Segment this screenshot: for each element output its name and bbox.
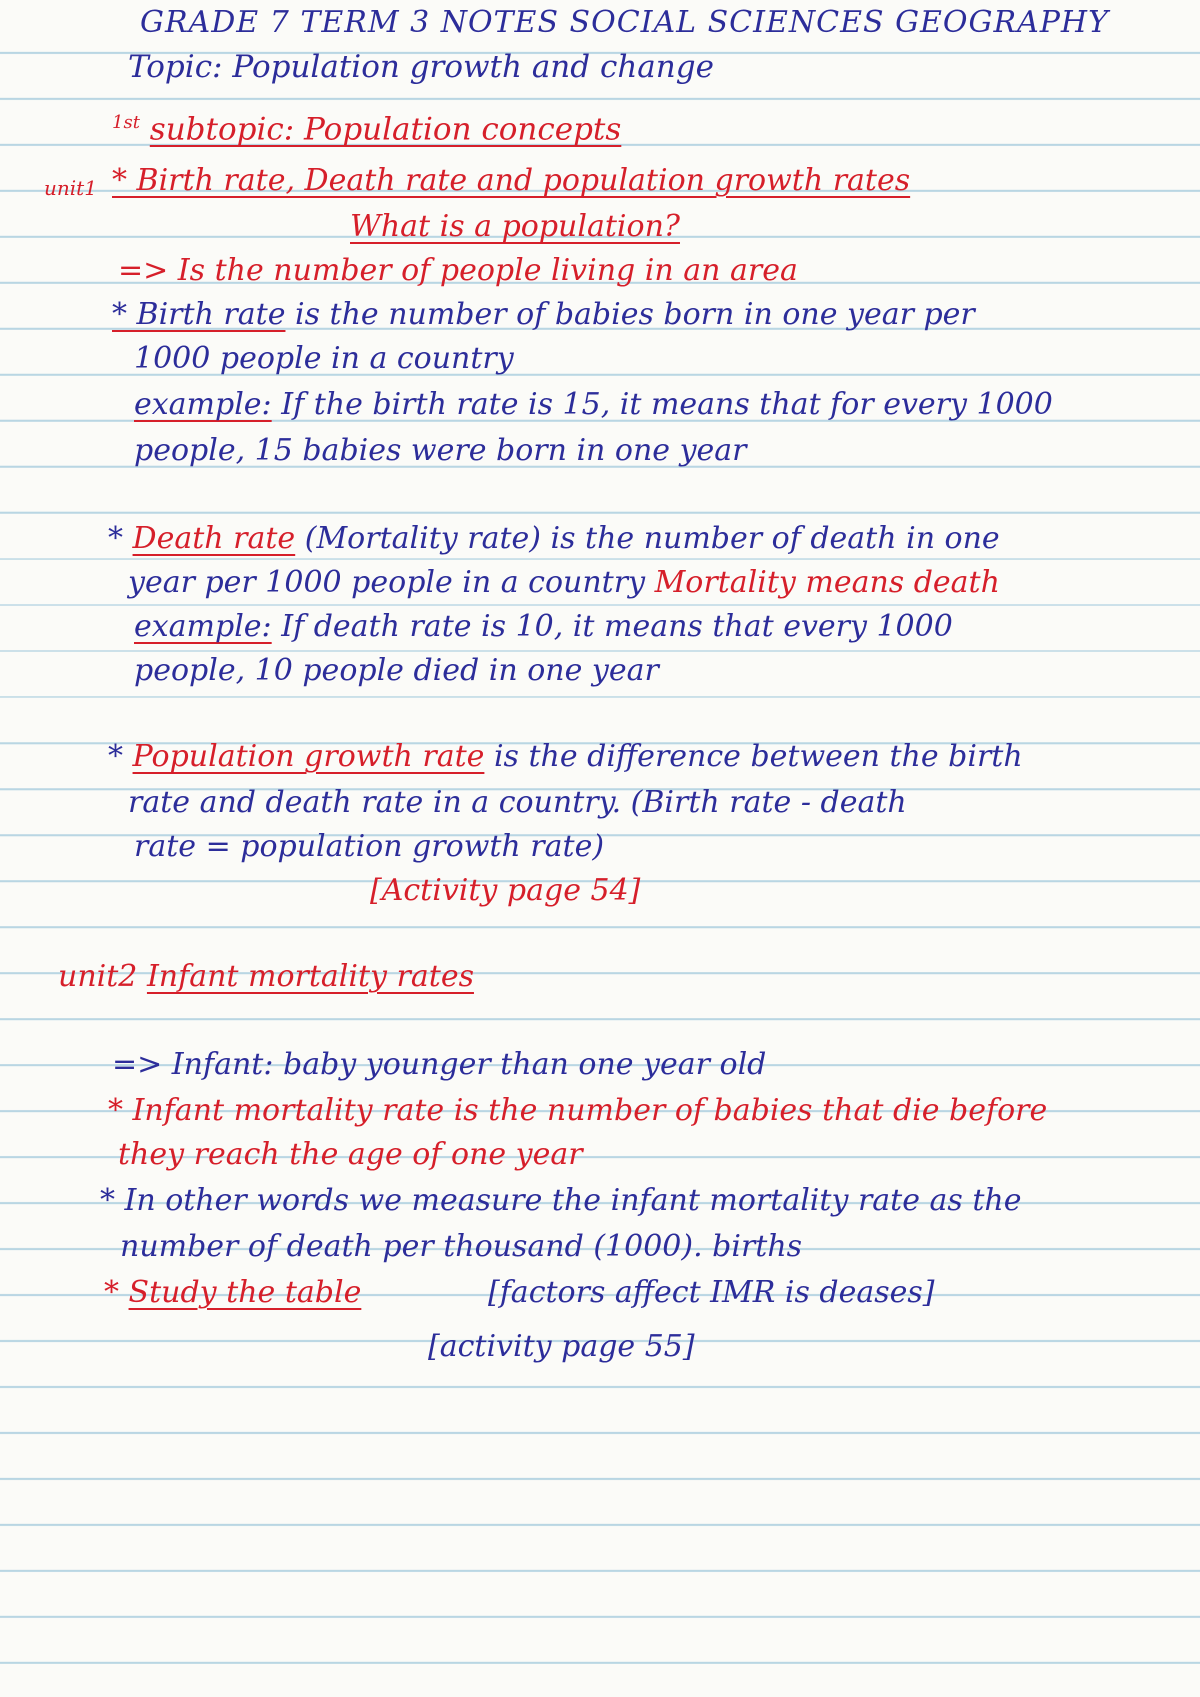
birth-rate-line-1 xyxy=(112,297,975,332)
unit2-heading: Infant mortality rates xyxy=(146,959,474,994)
birth-example-label: example: xyxy=(134,387,272,422)
birth-example-text-1: If the birth rate is 15, it means that for every 1000 xyxy=(281,387,1053,422)
birth-rate-def-2: 1000 people in a country xyxy=(134,341,514,376)
study-star: * xyxy=(104,1275,119,1310)
unit1-activity: [Activity page 54] xyxy=(370,873,641,908)
unit1-marker: unit1 xyxy=(44,176,97,200)
growth-term: Population growth rate xyxy=(132,739,485,774)
population-answer: => Is the number of people living in an area xyxy=(118,253,798,288)
death-example-text-1: If death rate is 10, it means that every 1000 xyxy=(281,609,953,644)
factors-note: [factors affect IMR is deases] xyxy=(488,1275,935,1310)
unit2-marker: unit2 xyxy=(58,959,138,994)
population-question: What is a population? xyxy=(350,209,680,244)
topic-line: Topic: Population growth and change xyxy=(128,49,714,85)
page-title: GRADE 7 TERM 3 NOTES SOCIAL SCIENCES GEOGRAPHY xyxy=(140,5,1109,40)
growth-def-1: is the difference between the birth xyxy=(493,739,1023,774)
imr-definition-2: they reach the age of one year xyxy=(118,1137,583,1172)
imr-definition-1: * Infant mortality rate is the number of babies that die before xyxy=(108,1093,1048,1128)
mortality-note: Mortality means death xyxy=(654,565,1000,600)
growth-def-3: rate = population growth rate) xyxy=(134,829,605,864)
death-example-text-2: people, 10 people died in one year xyxy=(134,653,659,688)
birth-rate-term: * Birth rate xyxy=(112,297,286,332)
death-rate-star: * xyxy=(108,521,123,556)
death-rate-line-2 xyxy=(128,565,1000,600)
study-table-line xyxy=(104,1275,362,1310)
death-rate-def-1: (Mortality rate) is the number of death in one xyxy=(304,521,1000,556)
study-table-label: Study the table xyxy=(128,1275,362,1310)
subtopic-label: subtopic: Population concepts xyxy=(149,111,622,148)
death-rate-def-2: year per 1000 people in a country xyxy=(128,565,646,600)
growth-star: * xyxy=(108,739,123,774)
growth-line-1 xyxy=(108,739,1023,774)
unit2-activity: [activity page 55] xyxy=(428,1329,695,1364)
death-example-line-1 xyxy=(134,609,953,644)
birth-example-line-1 xyxy=(134,387,1053,422)
subtopic-heading xyxy=(112,111,622,148)
other-words-1: * In other words we measure the infant mortality rate as the xyxy=(100,1183,1022,1218)
infant-definition: => Infant: baby younger than one year old xyxy=(112,1047,767,1082)
unit2-heading-line xyxy=(58,959,474,994)
birth-example-text-2: people, 15 babies were born in one year xyxy=(134,433,747,468)
subtopic-ordinal: 1st xyxy=(112,112,140,133)
growth-def-2: rate and death rate in a country. (Birth rate - death xyxy=(128,785,907,820)
unit1-heading: * Birth rate, Death rate and population growth rates xyxy=(112,163,911,198)
death-rate-term: Death rate xyxy=(132,521,296,556)
birth-rate-def-1: is the number of babies born in one year per xyxy=(295,297,975,332)
death-rate-line-1 xyxy=(108,521,1000,556)
death-example-label: example: xyxy=(134,609,272,644)
other-words-2: number of death per thousand (1000). births xyxy=(120,1229,803,1264)
